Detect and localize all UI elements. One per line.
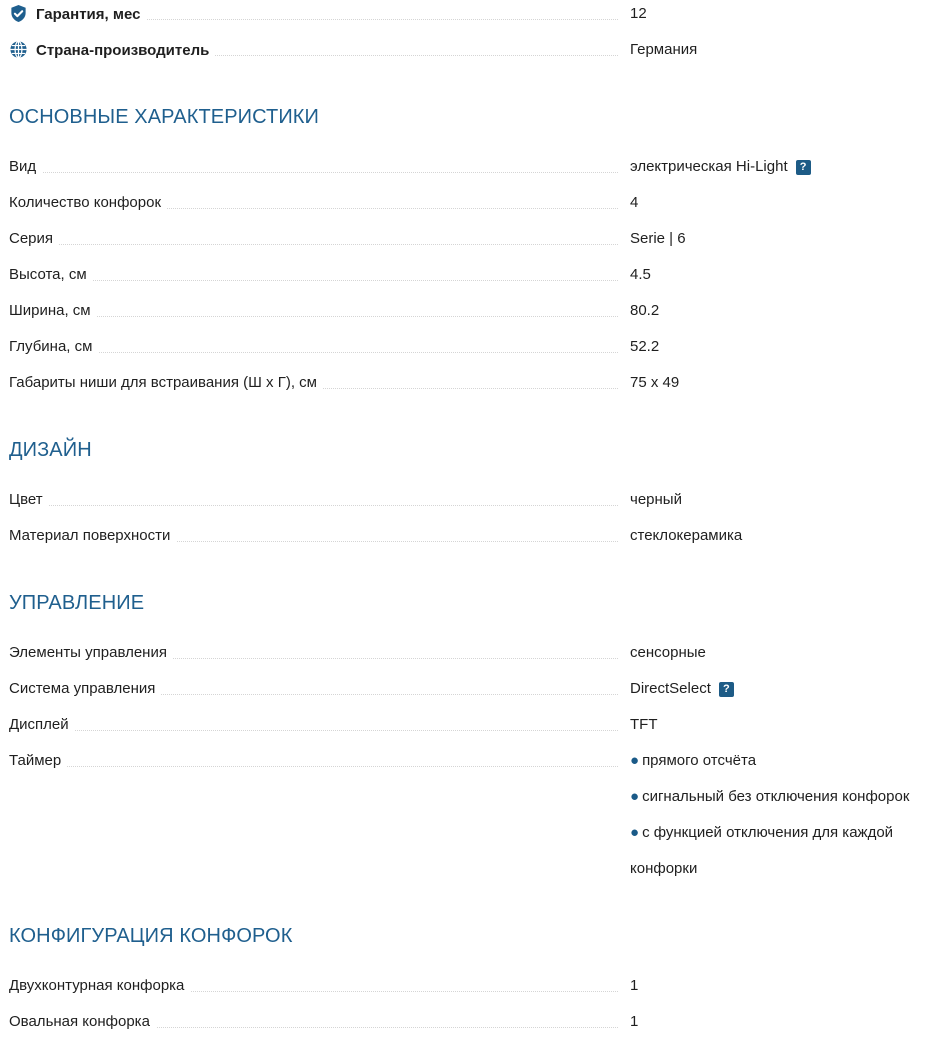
timer-option: ● сигнальный без отключения конфорок: [630, 788, 910, 805]
dotted-leader: [9, 172, 618, 173]
spec-row-country: [9, 40, 933, 60]
spec-row: [9, 526, 933, 546]
spec-value: 4.5: [630, 266, 651, 283]
spec-label: Серия: [9, 230, 59, 247]
spec-row: [9, 337, 933, 357]
bullet-dot-icon: ●: [630, 788, 640, 805]
spec-row: [9, 193, 933, 213]
spec-value: черный: [630, 491, 682, 508]
spec-value: 12: [630, 5, 647, 22]
spec-row: [9, 373, 933, 393]
spec-value: DirectSelect: [630, 680, 711, 697]
spec-label: Овальная конфорка: [9, 1013, 156, 1030]
spec-row: [9, 229, 933, 249]
spec-row-timer: [9, 751, 933, 771]
spec-row: [9, 490, 933, 510]
spec-label: Дисплей: [9, 716, 75, 733]
dotted-leader: [9, 766, 618, 767]
spec-value: TFT: [630, 716, 658, 733]
spec-row: [9, 301, 933, 321]
spec-value: 1: [630, 977, 639, 994]
timer-option-wrap: конфорки: [630, 860, 698, 877]
spec-label: Двухконтурная конфорка: [9, 977, 190, 994]
timer-option: ● прямого отсчёта: [630, 752, 757, 769]
spec-value: 52.2: [630, 338, 660, 355]
timer-option: ● с функцией отключения для каждой: [630, 824, 894, 841]
spec-value: сенсорные: [630, 644, 706, 661]
spec-row: [9, 643, 933, 663]
help-icon[interactable]: ?: [796, 160, 811, 175]
shield-check-icon: [9, 4, 28, 23]
spec-label: Гарантия, мес: [36, 6, 141, 23]
spec-label: Количество конфорок: [9, 194, 167, 211]
spec-value: 1: [630, 1013, 639, 1030]
dotted-leader: [9, 352, 618, 353]
dotted-leader: [9, 505, 618, 506]
spec-label: Материал поверхности: [9, 527, 176, 544]
spec-label: Страна-производитель: [36, 42, 210, 59]
spec-label: Система управления: [9, 680, 161, 697]
dotted-leader: [9, 316, 618, 317]
spec-row: [9, 976, 933, 996]
spec-value: стеклокерамика: [630, 527, 743, 544]
spec-label: Высота, см: [9, 266, 93, 283]
spec-row: [9, 1012, 933, 1032]
help-icon[interactable]: ?: [719, 682, 734, 697]
spec-label: Элементы управления: [9, 644, 173, 661]
spec-label: Таймер: [9, 752, 67, 769]
spec-value: 75 x 49: [630, 374, 680, 391]
spec-row: [9, 679, 933, 699]
bullet-dot-icon: ●: [630, 752, 640, 769]
spec-row: [9, 715, 933, 735]
dotted-leader: [9, 244, 618, 245]
section-title-burners: КОНФИГУРАЦИЯ КОНФОРОК: [9, 925, 293, 947]
spec-value: Serie | 6: [630, 230, 686, 247]
section-title-control: УПРАВЛЕНИЕ: [9, 592, 145, 614]
spec-label: Цвет: [9, 491, 49, 508]
spec-row: [9, 157, 933, 177]
globe-icon: [9, 40, 28, 59]
spec-value: 4: [630, 194, 639, 211]
spec-row-warranty: [9, 4, 933, 24]
section-title-design: ДИЗАЙН: [9, 439, 92, 461]
spec-value: электрическая Hi-Light: [630, 158, 788, 175]
spec-label: Вид: [9, 158, 42, 175]
spec-label: Глубина, см: [9, 338, 98, 355]
dotted-leader: [9, 280, 618, 281]
bullet-dot-icon: ●: [630, 824, 640, 841]
spec-value: Германия: [630, 41, 698, 58]
spec-label: Габариты ниши для встраивания (Ш x Г), см: [9, 374, 323, 391]
spec-row: [9, 265, 933, 285]
section-title-main: ОСНОВНЫЕ ХАРАКТЕРИСТИКИ: [9, 106, 320, 128]
spec-value: 80.2: [630, 302, 660, 319]
dotted-leader: [9, 730, 618, 731]
spec-label: Ширина, см: [9, 302, 97, 319]
